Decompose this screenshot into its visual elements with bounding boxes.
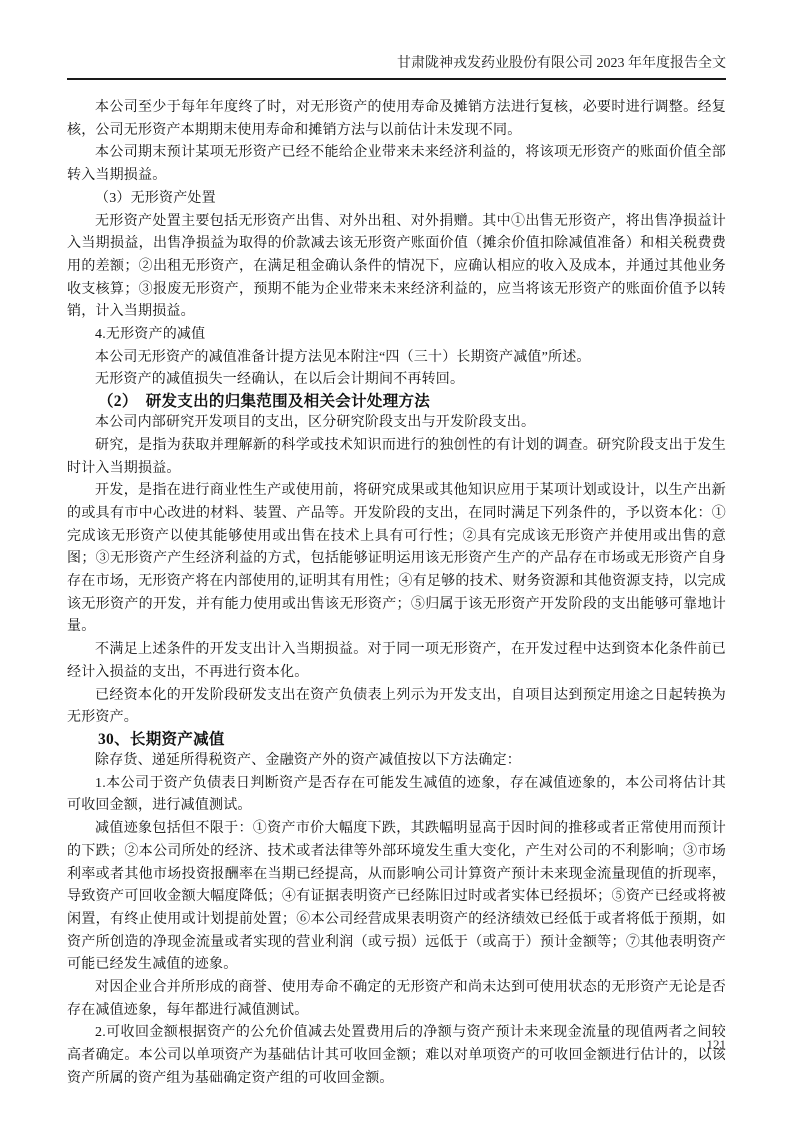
paragraph-impairment-scope: 除存货、递延所得税资产、金融资产外的资产减值按以下方法确定： <box>95 752 521 768</box>
document-body <box>67 97 726 1091</box>
paragraph-impairment-test: 1.本公司于资产负债表日判断资产是否存在可能发生减值的迹象，存在减值迹象的，本公司将估计其可收回金额，进行减值测试。 <box>67 775 726 814</box>
paragraph-no-future-benefit: 本公司期末预计某项无形资产已经不能给企业带来未来经济利益的，将该项无形资产的账面价值全部转入当期损益。 <box>67 145 726 184</box>
paragraph-recoverable-amount: 2.可收回金额根据资产的公允价值减去处置费用后的净额与资产预计未来现金流量的现值两者之间较高者确定。本公司以单项资产为基础估计其可收回金额；难以对单项资产的可收回金额进行估计的，以该资产所属的资产组为基础确定资产组的可收回金额。 <box>67 1025 726 1086</box>
paragraph-research-stage: 研究，是指为获取并理解新的科学或技术知识而进行的独创性的有计划的调查。研究阶段支出于发生时计入当期损益。 <box>67 437 726 476</box>
page-footer <box>707 1037 727 1053</box>
section-heading-long-term-asset-impairment: 30、长期资产减值 <box>98 730 225 748</box>
subitem-intangible-disposal-title: （3）无形资产处置 <box>95 190 216 206</box>
page-number: 121 <box>706 1037 726 1052</box>
paragraph-impairment-indicators: 减值迹象包括但不限于：①资产市价大幅度下跌，其跌幅明显高于因时间的推移或者正常使用而预计的下跌；②本公司所处的经济、技术或者法律等外部环境发生重大变化，产生对公司的不利影响；③市场利率或者其他市场投资报酬率在当期已经提高，从而影响公司计算资产预计未来现金流量现值的折现率，导致资产可回收金额大幅度降低；④有证据表明资产已经陈旧过时或者实体已经损坏；⑤资产已经或将被闲置，有终止使用或计划提前处置；⑥本公司经营成果表明资产的经济绩效已经低于或者将低于预期，如资产所创造的净现金流量或者实现的营业利润（或亏损）远低于（或高于）预计金额等；⑦其他表明资产可能已经发生减值的迹象。 <box>67 821 726 973</box>
paragraph-non-capitalized: 不满足上述条件的开发支出计入当期损益。对于同一项无形资产，在开发过程中达到资本化条件前已经计入损益的支出，不再进行资本化。 <box>67 642 726 680</box>
paragraph-capitalized-presentation: 已经资本化的开发阶段研发支出在资产负债表上列示为开发支出，自项目达到预定用途之日起转换为无形资产。 <box>67 687 726 726</box>
paragraph-useful-life-review: 本公司至少于每年年度终了时，对无形资产的使用寿命及摊销方法进行复核，必要时进行调整。经复核，公司无形资产本期期末使用寿命和摊销方法与以前估计未发现不同。 <box>67 100 726 138</box>
paragraph-goodwill-annual-test: 对因企业合并所形成的商誉、使用寿命不确定的无形资产和尚未达到可使用状态的无形资产无论是否存在减值迹象，每年都进行减值测试。 <box>67 980 726 1018</box>
report-title: 甘肃陇神戎发药业股份有限公司 2023 年年度报告全文 <box>67 55 726 80</box>
paragraph-impairment-provision-method: 本公司无形资产的减值准备计提方法见本附注“四（三十）长期资产减值”所述。 <box>95 349 591 365</box>
paragraph-development-stage: 开发，是指在进行商业性生产或使用前，将研究成果或其他知识应用于某项计划或设计，以生产出新的或具有市中心改进的材料、装置、产品等。开发阶段的支出，在同时满足下列条件的，予以资本化：①完成该无形资产以使其能够使用或出售在技术上具有可行性；②具有完成该无形资产并使用或出售的意图；③无形资产产生经济利益的方式，包括能够证明运用该无形资产生产的产品存在市场或无形资产自身存在市场，无形资产将在内部使用的,证明其有用性；④有足够的技术、财务资源和其他资源支持，以完成该无形资产的开发，并有能力使用或出售该无形资产；⑤归属于该无形资产开发阶段的支出能够可靠地计量。 <box>67 483 726 635</box>
paragraph-impairment-no-reversal: 无形资产的减值损失一经确认，在以后会计期间不再转回。 <box>95 372 465 388</box>
paragraph-intangible-disposal: 无形资产处置主要包括无形资产出售、对外出租、对外捐赠。其中①出售无形资产，将出售净损益计入当期损益，出售净损益为取得的价款减去该无形资产账面价值（摊余价值扣除减值准备）和相关税费费用的差额；②出租无形资产，在满足租金确认条件的情况下，应确认相应的收入及成本，并通过其他业务收支核算；③报废无形资产，预期不能为企业带来未来经济利益的，应当将该无形资产的账面价值予以转销，计入当期损益。 <box>67 213 726 320</box>
page-header <box>67 55 726 80</box>
subitem-intangible-impairment-title: 4.无形资产的减值 <box>95 327 206 343</box>
section-heading-rd-expenditure: （2） 研发支出的归集范围及相关会计处理方法 <box>98 393 431 411</box>
paragraph-rd-split: 本公司内部研究开发项目的支出，区分研究阶段支出与开发阶段支出。 <box>95 415 536 431</box>
